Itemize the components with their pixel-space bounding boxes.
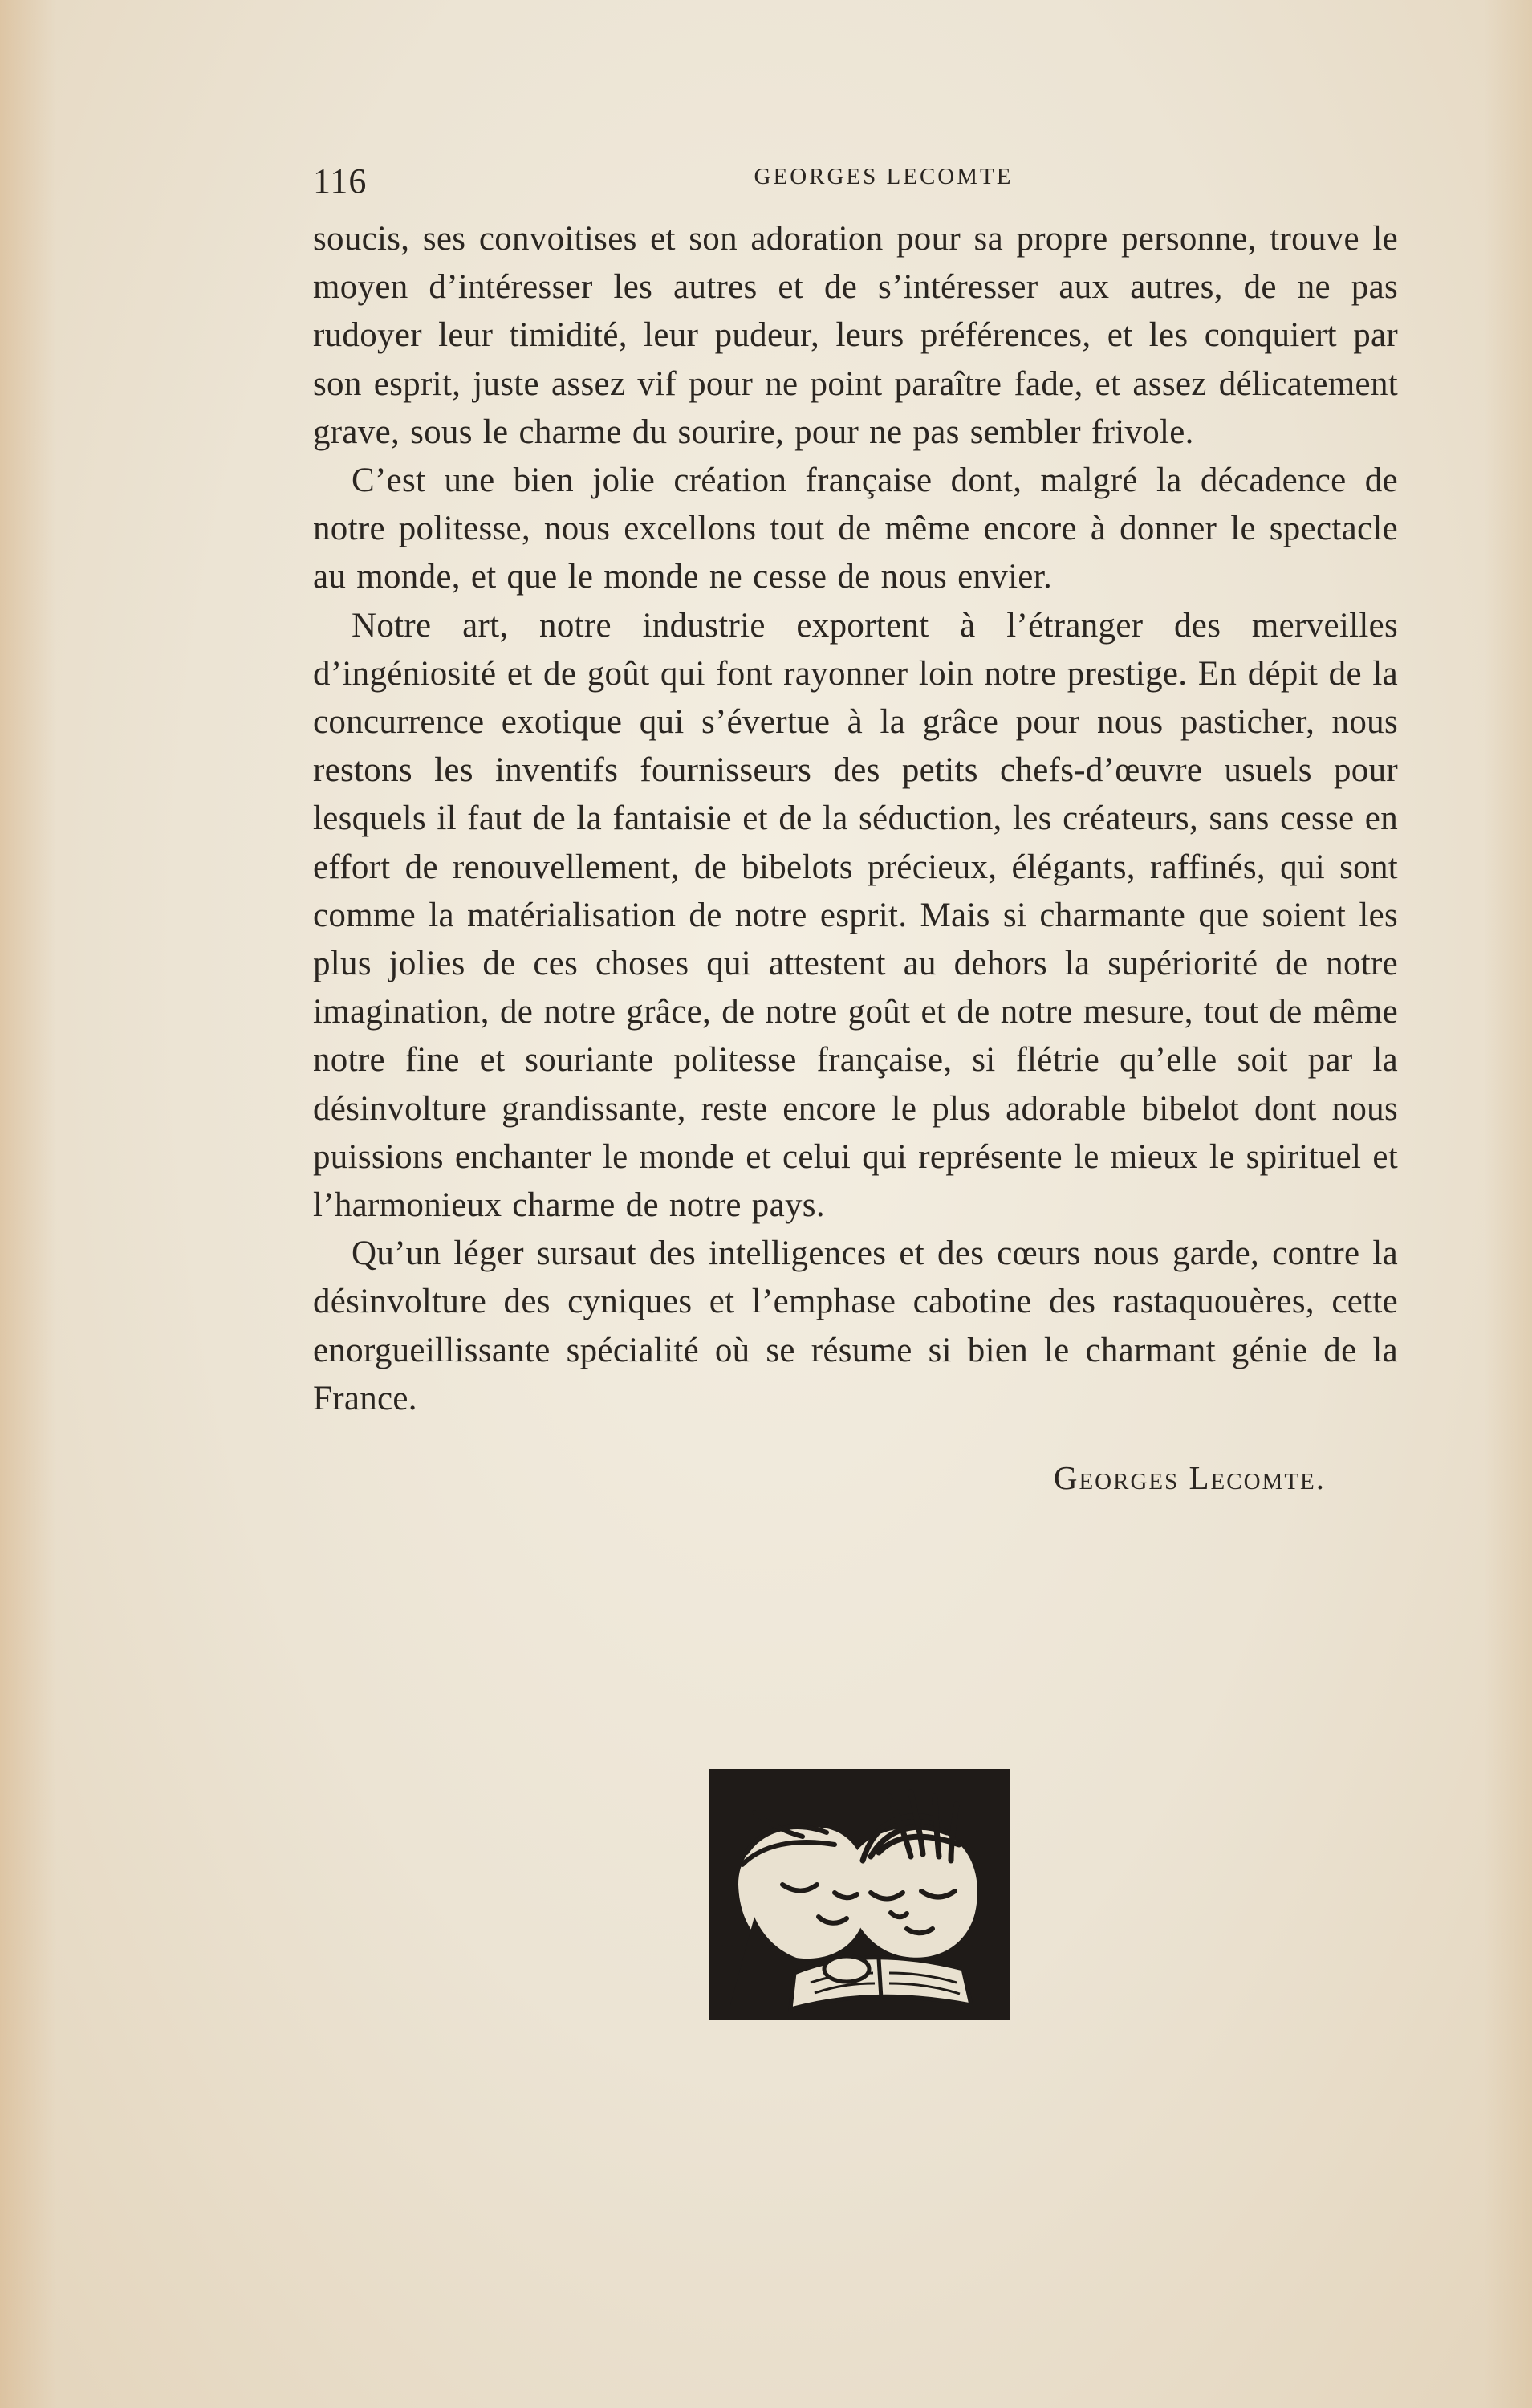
page-edge-shadow-right xyxy=(1484,0,1532,2408)
page-edge-shadow-left xyxy=(0,0,56,2408)
running-head xyxy=(313,153,1398,201)
author-signature: Georges Lecomte. xyxy=(1053,1459,1326,1497)
paragraph-continued: soucis, ses convoitises et son adoration pour sa propre personne, trouve le moyen d’intéresser les autres et de s’intéresser aux autres, de ne pas rudoyer leur timidité, leur pudeur, leurs préférences, et les conquiert par son esprit, juste assez vif pour ne point paraître fade, et assez délicatement grave, sous le charme du sourire, pour ne pas sembler frivole. xyxy=(313,220,1398,451)
running-title: GEORGES LECOMTE xyxy=(754,164,1014,189)
page-number: 116 xyxy=(313,161,368,201)
paragraph: C’est une bien jolie création française dont, malgré la décadence de notre politesse, nous excellons tout de même encore à donner le spectacle au monde, et que le monde ne cesse de nous envier. xyxy=(313,462,1398,596)
paragraph: Qu’un léger sursaut des intelligences et des cœurs nous garde, contre la désinvolture des cyniques et l’emphase cabotine des rastaquouères, cette enorgueillissante spécialité où se résume si bien le charmant génie de la France. xyxy=(313,1235,1398,1418)
woodcut-vignette-two-faces xyxy=(706,1764,1013,2024)
book-page xyxy=(313,153,1398,1497)
body-text xyxy=(313,215,1398,1423)
paragraph: Notre art, notre industrie exportent à l’étranger des merveilles d’ingéniosité et de goût qui font rayonner loin notre prestige. En dépit de la concurrence exotique qui s’évertue à la grâce pour nous pasticher, nous restons les inventifs fournisseurs des petits chefs-d’œuvre usuels pour lesquels il faut de la fantaisie et de la séduction, les créateurs, sans cesse en effort de renouvellement, de bibelots précieux, élégants, raffinés, qui sont comme la matérialisation de notre esprit. Mais si charmante que soient les plus jolies de ces choses qui attestent au dehors la supériorité de notre imagination, de notre grâce, de notre goût et de notre mesure, tout de même notre fine et souriante politesse française, si flétrie qu’elle soit par la désinvolture grandissante, reste encore le plus adorable bibelot dont nous puissions enchanter le monde et celui qui représente le mieux le spirituel et l’harmonieux charme de notre pays. xyxy=(313,606,1398,1225)
